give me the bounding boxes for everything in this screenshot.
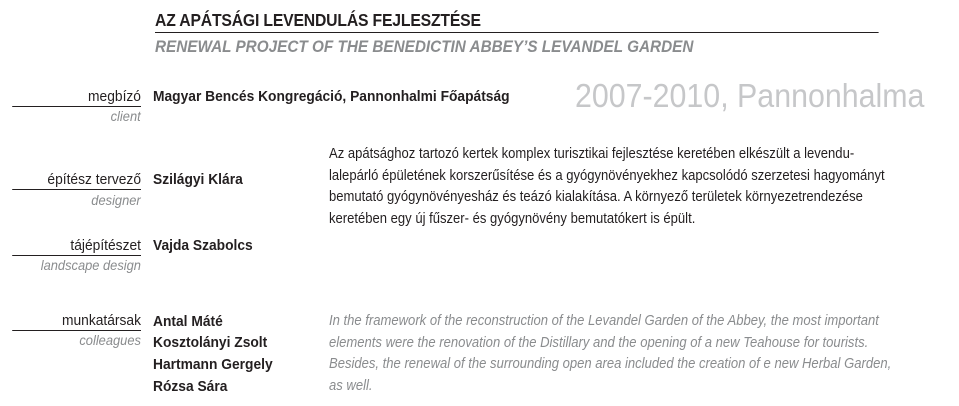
colleague-name: Antal Máté <box>153 313 223 330</box>
client-label-hu: megbízó <box>12 88 141 107</box>
designer-value: Szilágyi Klára <box>153 171 243 188</box>
colleague-name: Kosztolányi Zsolt <box>153 334 268 351</box>
client-value: Magyar Bencés Kongregáció, Pannonhalmi Főapátság <box>153 88 510 105</box>
description-line: Az apátsághoz tartozó kertek komplex turisztikai fejlesztése keretében elkészült a levendu- <box>329 146 855 162</box>
colleague-name: Hartmann Gergely <box>153 356 273 373</box>
designer-label-hu: építész tervező <box>12 171 141 190</box>
description-english <box>329 311 959 397</box>
title-english: RENEWAL PROJECT OF THE BENEDICTIN ABBEY’S LEVANDEL GARDEN <box>155 37 694 56</box>
colleagues-label-en: colleagues <box>79 332 141 348</box>
landscape-value: Vajda Szabolcs <box>153 237 253 254</box>
colleagues-label-hu: munkatársak <box>12 312 141 331</box>
description-line: keretében egy új fűszer- és gyógynövény bemutatókert is épült. <box>329 210 696 227</box>
description-line: elements were the renovation of the Distillary and the opening of a new Teahouse for tourists. <box>329 334 869 351</box>
description-hungarian <box>329 144 959 230</box>
description-line: as well. <box>329 377 373 394</box>
description-line: In the framework of the reconstruction of the Levandel Garden of the Abbey, the most important <box>329 313 879 329</box>
landscape-label-en: landscape design <box>40 257 141 273</box>
year-place: 2007-2010, Pannonhalma <box>575 77 925 114</box>
designer-label-en: designer <box>91 192 141 208</box>
landscape-label-hu: tájépítészet <box>12 237 141 256</box>
description-line: bemutató gyógynövényesház és teázó kialakítása. A környező területek környezetrendezése <box>329 189 863 205</box>
colleague-name: Rózsa Sára <box>153 378 228 395</box>
description-line: lalepárló épületének korszerűsítése és a gyógynövényekhez kapcsolódó szerzetesi hagyományt <box>329 167 885 184</box>
title-hungarian: AZ APÁTSÁGI LEVENDULÁS FEJLESZTÉSE <box>155 10 879 33</box>
client-label-en: client <box>110 108 141 124</box>
description-line: Besides, the renewal of the surrounding open area included the creation of e new Herbal Garden, <box>329 356 892 372</box>
